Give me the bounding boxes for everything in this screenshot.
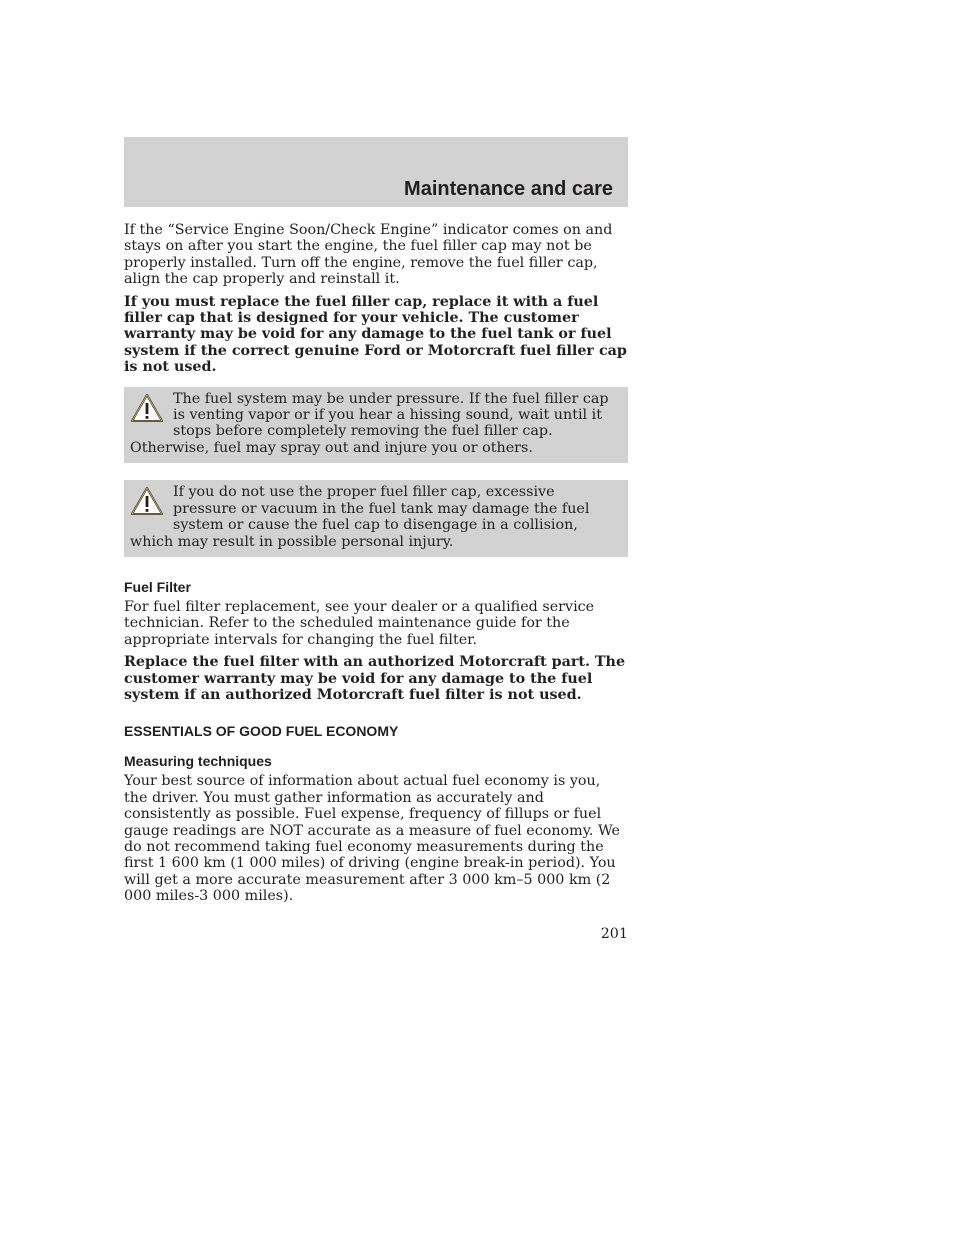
measuring-techniques-paragraph: Your best source of information about actual fuel economy is you, the driver. You must gather information as accurately and consistently as possible. Fuel expense, frequency of fillups or fuel gauge readings are NOT accurate as a measure of fuel economy. We do not recommend taking fuel economy measurements during the first 1 600 km (1 000 miles) of driving (engine break-in period). You will get a more accurate measurement after 3 000 km–5 000 km (2 000 miles-3 000 miles). <box>124 773 620 905</box>
warning-triangle-icon <box>130 393 164 425</box>
section-header <box>124 137 628 207</box>
fuel-filter-heading: Fuel Filter <box>124 578 191 595</box>
measuring-techniques-heading: Measuring techniques <box>124 753 272 770</box>
fuel-cap-indicator-paragraph: If the “Service Engine Soon/Check Engine” indicator comes on and stays on after you start the engine, the fuel filler cap may not be properly installed. Turn off the engine, remove the fuel filler cap, align the cap properly and reinstall it. <box>124 222 613 288</box>
warning-text-pressure: The fuel system may be under pressure. If the fuel filler cap is venting vapor or if you hear a hissing sound, wait until it stops before completely removing the fuel filler cap. Otherwise, fuel may spray out and injure you or others. <box>130 390 609 456</box>
warning-box-pressure <box>124 387 628 464</box>
fuel-filter-paragraph: For fuel filter replacement, see your dealer or a qualified service technician. Refer to the scheduled maintenance guide for the appropriate intervals for changing the fuel filter. <box>124 598 595 648</box>
page-content <box>124 222 628 911</box>
page-number: 201 <box>600 926 628 942</box>
fuel-cap-replacement-paragraph: If you must replace the fuel filler cap, replace it with a fuel filler cap that is designed for your vehicle. The customer warranty may be void for any damage to the fuel tank or fuel system if the correct genuine Ford or Motorcraft fuel filler cap is not used. <box>124 293 627 376</box>
warning-box-improper-cap <box>124 480 628 557</box>
warning-text-improper-cap: If you do not use the proper fuel filler cap, excessive pressure or vacuum in the fuel tank may damage the fuel system or cause the fuel cap to disengage in a collision, which may result in possible personal injury. <box>130 484 590 550</box>
section-title: Maintenance and care <box>404 178 613 200</box>
fuel-filter-warranty-paragraph: Replace the fuel filter with an authorized Motorcraft part. The customer warranty may be void for any damage to the fuel system if an authorized Motorcraft fuel filter is not used. <box>124 654 626 703</box>
fuel-economy-heading: ESSENTIALS OF GOOD FUEL ECONOMY <box>124 723 399 740</box>
warning-triangle-icon <box>130 486 164 518</box>
